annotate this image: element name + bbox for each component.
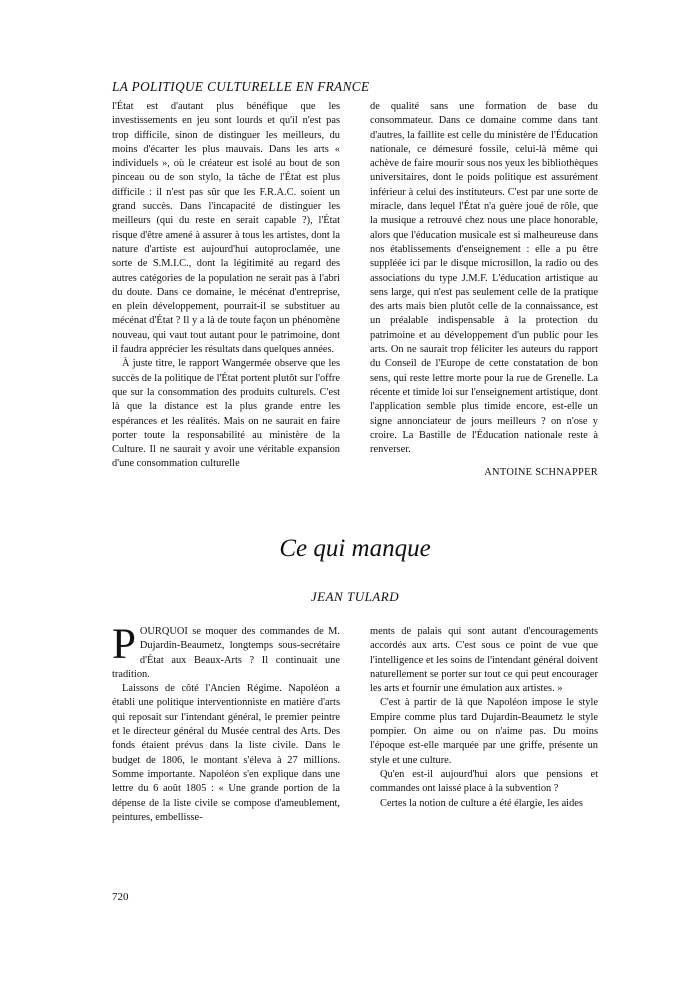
paragraph: de qualité sans une formation de base du consommateur. Dans ce domaine comme dans tant d'autres, la faillite est celle du ministère de l'Éducation nationale, ce démesuré fossile, celui-là même qui achève de faire mourir sous nos yeux les bibliothèques universitaires, dont le poids politique est assurément inférieur à celui des instituteurs. C'est par une sorte de miracle, dans lequel l'État n'a guère joué de rôle, que la musique a retrouvé chez nous une place honorable, alors que l'éducation musicale est si malheureuse dans nos établissements d'enseignement : elle a pu être suppléée ici par le disque microsillon, la radio ou des associations du type J.M.F. L'éducation artistique au sens large, qui n'est pas seulement celle de la pratique des arts mais bien plutôt celle de la connaissance, est un préalable indispensable à la protection du patrimoine et au développement d'un public pour les arts. On ne saurait trop féliciter les auteurs du rapport du Conseil de l'Europe de cette constatation de bon sens, qui reste lettre morte pour la rue de Grenelle. La récente et timide loi sur l'enseignement artistique, dont l'application semble plus timide encore, est-elle un signe annonciateur de jours meilleurs ? on n'ose y croire. La Bastille de l'Éducation nationale reste à renverser. (370, 101, 598, 456)
article-signature: ANTOINE SCHNAPPER (484, 467, 598, 478)
paragraph: Certes la notion de culture a été élargie, les aides (380, 797, 583, 809)
paragraph: ments de palais qui sont autant d'encouragements accordés aux arts. C'est sous ce point de vue que l'intelligence et les soins de l'intendant général doivent naturellement se porter sur tout ce qui peut encourager les arts et fournir une émulation aux artistes. » (370, 626, 598, 695)
second-article-left-column (112, 621, 340, 825)
lead-text: se moquer des commandes de M. Dujardin-Beaumetz, longtemps sous-secrétaire d'État aux Beaux-Arts ? Il continuait une tradition. (112, 626, 340, 680)
article-title: Ce qui manque (279, 535, 431, 562)
drop-cap: P (112, 621, 136, 668)
paragraph: Qu'en est-il aujourd'hui alors que pensions et commandes ont laissé place à la subvention ? (370, 768, 598, 795)
running-head: LA POLITIQUE CULTURELLE EN FRANCE (112, 79, 370, 94)
paragraph: À juste titre, le rapport Wangermée observe que les succès de la politique de l'État portent plutôt sur l'offre que sur la consommation des produits culturels. C'est là que la distance est la plus grande entre les espérances et les réalités. Mais on ne saurait en faire porter toute la responsabilité au ministère de la Culture. Il ne saurait y avoir une véritable expansion d'une consommation culturelle (112, 358, 340, 470)
first-article-left-column (112, 100, 340, 472)
article-author: JEAN TULARD (310, 589, 400, 604)
page-number: 720 (112, 891, 129, 903)
second-article-right-column (370, 625, 598, 811)
lead-paragraph (112, 621, 340, 682)
paragraph: C'est à partir de là que Napoléon impose le style Empire comme plus tard Dujardin-Beaumetz le style pompier. On aime ou on n'aime pas. Du moins l'époque est-elle marquée par une griffe, présente un style et une culture. (370, 697, 598, 766)
first-article-right-column (370, 100, 598, 457)
paragraph: l'État est d'autant plus bénéfique que les investissements en jeu sont lourds et qu'il n'est pas trop difficile, sinon de distinguer les meilleurs, du moins d'écarter les plus mauvais. Dans les arts « individuels », où le créateur est isolé au bout de son pinceau ou de son stylo, la tâche de l'État est plus difficile : il n'est pas sûr que les F.R.A.C. soient un grand succès. Dans l'incapacité de distinguer les meilleurs (qui du reste en serait capable ?), l'État risque d'être amené à assurer à tous les artistes, dont la nature d'artiste est aujourd'hui autoproclamée, une sorte de S.M.I.C., dont la légitimité au regard des autres catégories de la population ne serait pas à l'abri du doute. Dans ce domaine, le mécénat d'entreprise, en plein développement, pourrait-il se substituer au mécénat d'État ? Il y a là de toute façon un phénomène nouveau, qui vaut tout autant pour le patrimoine, dont il faudra apprécier les résultats dans quelques années. (112, 101, 340, 356)
lead-smallcaps: OURQUOI (139, 626, 188, 637)
paragraph: Laissons de côté l'Ancien Régime. Napoléon a établi une politique interventionniste en matière d'arts qui reposait sur l'intendant général, le premier peintre et le directeur général du Musée central des Arts. Des fonds étaient prévus dans la liste civile. Dans le budget de 1806, le montant s'éleva à 27 millions. Somme importante. Napoléon s'en explique dans une lettre du 6 août 1805 : « Une grande portion de la dépense de la liste civile se compose d'ameublement, peintures, embellisse- (112, 683, 340, 823)
